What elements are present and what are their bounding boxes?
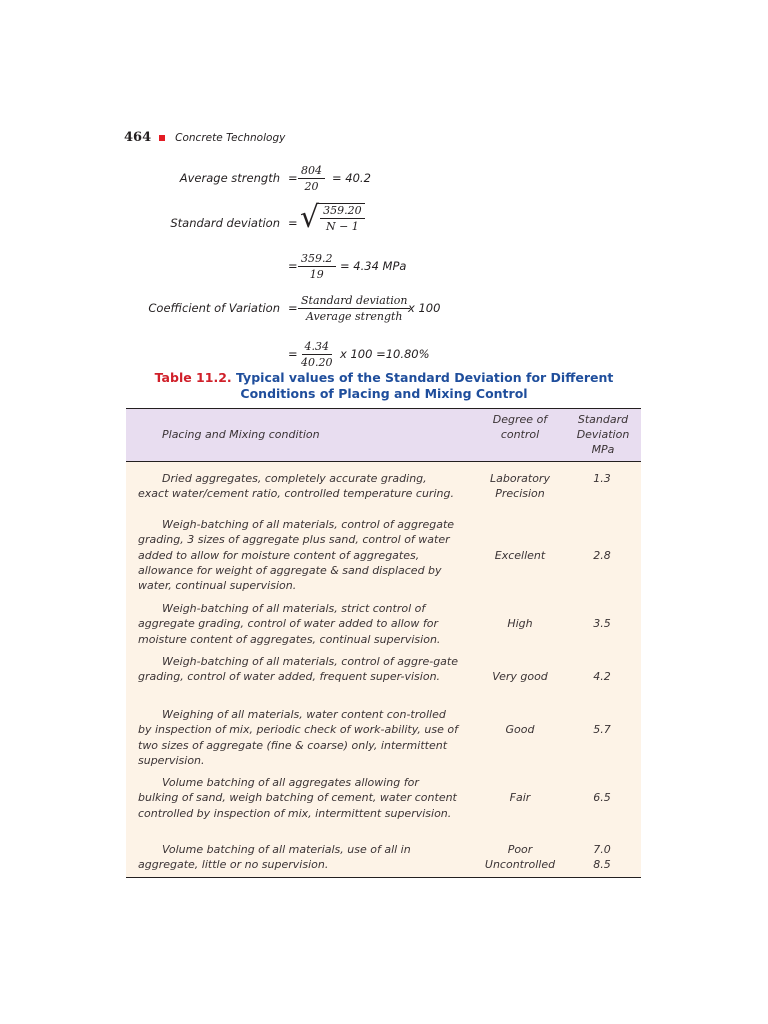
fraction bbox=[298, 340, 336, 369]
radical-sign-icon: √ bbox=[300, 200, 320, 235]
red-square-bullet-icon bbox=[159, 135, 165, 141]
equation-label: Average strength bbox=[179, 171, 280, 185]
row-condition: Weigh-batching of all materials, control of aggre-gate grading, control of water added, frequent super-vision. bbox=[138, 655, 459, 684]
equation-result: x 100 bbox=[408, 301, 441, 315]
denominator: Average strength bbox=[305, 309, 403, 323]
row-degree: Fair bbox=[509, 791, 531, 804]
equation-label: Standard deviation bbox=[170, 216, 280, 230]
row-sd: 1.3 bbox=[593, 472, 611, 485]
equation-result: = 4.34 MPa bbox=[340, 259, 407, 273]
equation-standard-deviation-result bbox=[100, 248, 500, 284]
fraction bbox=[298, 252, 336, 281]
numerator: 359.2 bbox=[298, 252, 336, 267]
column-header-degree: Degree of control bbox=[492, 413, 548, 441]
denominator: 40.20 bbox=[301, 355, 333, 369]
row-sd: 2.8 bbox=[593, 549, 611, 562]
column-header-condition: Placing and Mixing condition bbox=[162, 428, 320, 441]
row-degree: Excellent bbox=[494, 549, 546, 562]
equals-sign: = bbox=[288, 171, 298, 185]
table-number: Table 11.2. bbox=[154, 370, 232, 385]
equation-standard-deviation bbox=[100, 200, 500, 243]
denominator: 19 bbox=[309, 267, 324, 281]
equals-sign: = bbox=[288, 347, 298, 361]
equals-sign: = bbox=[288, 301, 298, 315]
row-condition: Volume batching of all materials, use of all in aggregate, little or no supervision. bbox=[138, 843, 411, 872]
page-number: 464 bbox=[124, 130, 152, 145]
numerator: 359.20 bbox=[320, 204, 365, 219]
equation-result: = 40.2 bbox=[332, 171, 371, 185]
equation-label: Coefficient of Variation bbox=[148, 301, 280, 315]
row-degree: Laboratory Precision bbox=[490, 472, 550, 501]
row-condition: Dried aggregates, completely accurate grading, exact water/cement ratio, controlled temperature curing. bbox=[138, 472, 454, 501]
denominator: 20 bbox=[304, 179, 319, 193]
table-header-row bbox=[126, 409, 641, 462]
square-root bbox=[300, 200, 365, 235]
equation-average-strength bbox=[100, 160, 500, 196]
row-condition: Weighing of all materials, water content con-trolled by inspection of mix, periodic check of work-ability, use of two sizes of aggregate (fine & coarse) only, intermittent supervision. bbox=[138, 708, 458, 767]
row-degree: High bbox=[507, 617, 533, 630]
numerator: 804 bbox=[298, 164, 325, 179]
table-title: Typical values of the Standard Deviation for Different Conditions of Placing and Mixing Control bbox=[236, 370, 614, 401]
fraction bbox=[298, 294, 410, 323]
row-degree: Poor Uncontrolled bbox=[484, 843, 556, 872]
row-condition: Weigh-batching of all materials, control of aggregate grading, 3 sizes of aggregate plus sand, control of water added to allow for moisture content of aggregates, allowance for weight of aggregate & sand displaced by water, continual supervision. bbox=[138, 518, 455, 593]
row-sd: 3.5 bbox=[593, 617, 611, 630]
book-title: Concrete Technology bbox=[175, 131, 286, 144]
numerator: 4.34 bbox=[302, 340, 333, 355]
standard-deviation-table bbox=[126, 408, 641, 878]
row-condition: Weigh-batching of all materials, strict control of aggregate grading, control of water added to allow for moisture content of aggregates, continual supervision. bbox=[138, 602, 441, 646]
equals-sign: = bbox=[288, 216, 298, 230]
row-condition: Volume batching of all aggregates allowing for bulking of sand, weigh batching of cement, water content controlled by inspection of mix, intermittent supervision. bbox=[138, 776, 457, 820]
page-header bbox=[124, 130, 285, 145]
row-sd: 5.7 bbox=[593, 723, 611, 736]
fraction bbox=[318, 203, 365, 233]
equation-result: x 100 =10.80% bbox=[340, 347, 430, 361]
row-degree: Good bbox=[505, 723, 535, 736]
equation-coefficient-of-variation bbox=[100, 290, 500, 326]
row-sd: 4.2 bbox=[593, 670, 611, 683]
row-sd: 7.0 8.5 bbox=[593, 843, 611, 872]
fraction bbox=[298, 164, 325, 193]
equals-sign: = bbox=[288, 259, 298, 273]
row-sd: 6.5 bbox=[593, 791, 611, 804]
equation-coefficient-result bbox=[100, 336, 500, 372]
column-header-sd: Standard Deviation MPa bbox=[576, 413, 630, 456]
numerator: Standard deviation bbox=[298, 294, 410, 309]
denominator: N − 1 bbox=[325, 220, 359, 233]
table-caption bbox=[124, 370, 644, 402]
row-degree: Very good bbox=[492, 670, 548, 683]
